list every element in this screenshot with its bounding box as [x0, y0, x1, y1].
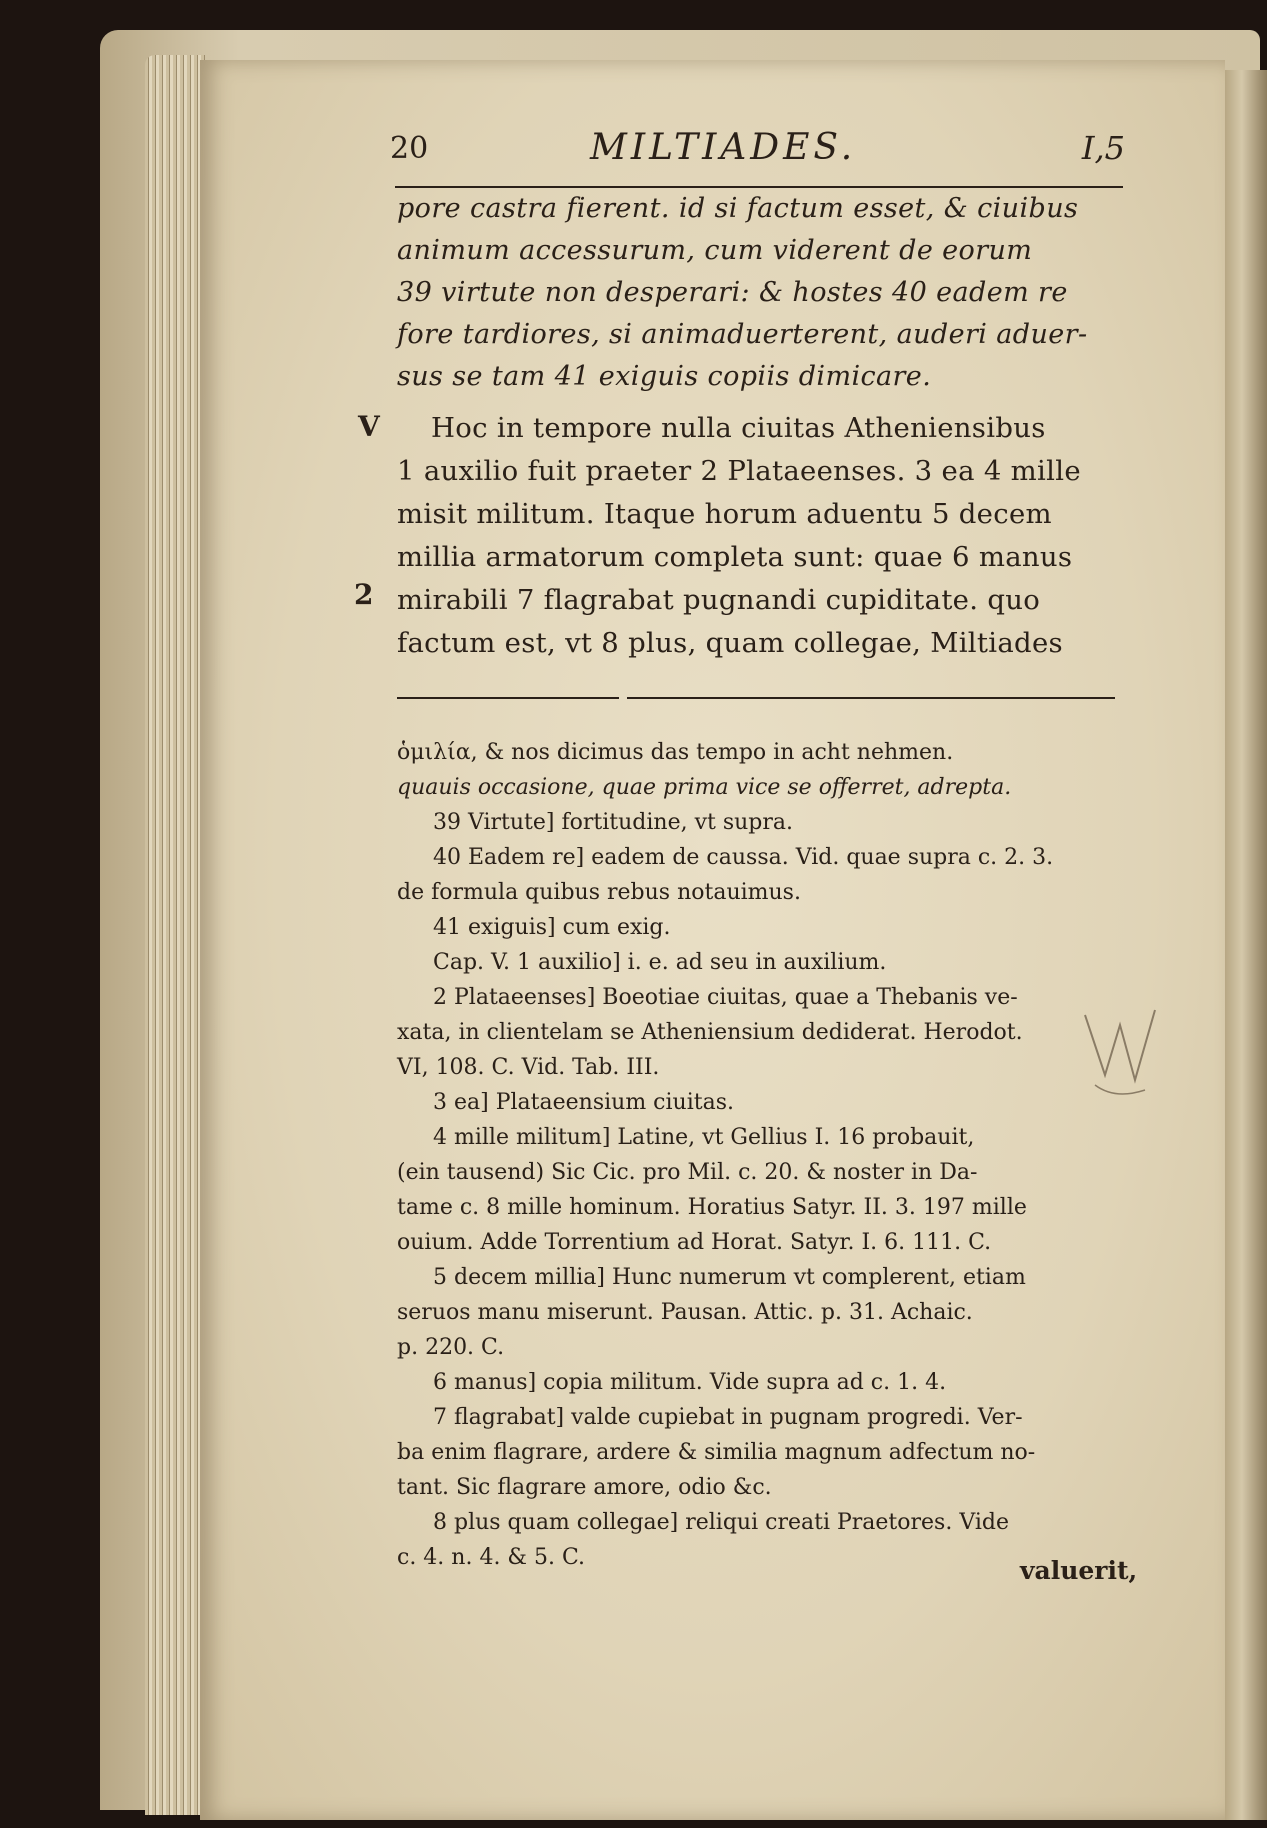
footnote-line: 7 flagrabat] valde cupiebat in pugnam progredi. Ver-	[433, 1405, 1023, 1430]
main-text-line: 39 virtute non desperari: & hostes 40 eadem re	[397, 277, 1068, 308]
main-text-line: Hoc in tempore nulla ciuitas Atheniensibus	[431, 412, 1046, 444]
main-text-line: factum est, vt 8 plus, quam collegae, Miltiades	[397, 627, 1063, 659]
main-text-line: mirabili 7 flagrabat pugnandi cupiditate. quo	[397, 584, 1041, 616]
footnote-line: 2 Plataeenses] Boeotiae ciuitas, quae a Thebanis ve-	[433, 985, 1018, 1010]
running-title: MILTIADES.	[590, 127, 857, 168]
footnote-line: tant. Sic flagrare amore, odio &c.	[397, 1475, 772, 1500]
footnote-line: ὁμιλία, & nos dicimus das tempo in acht nehmen.	[397, 740, 954, 765]
footnote-line: VI, 108. C. Vid. Tab. III.	[397, 1055, 660, 1080]
facing-page-edge	[1225, 70, 1267, 1820]
main-text-line: pore castra fierent. id si factum esset, & ciuibus	[397, 193, 1079, 224]
catchword: valuerit,	[1020, 1556, 1138, 1585]
footnote-line: 5 decem millia] Hunc numerum vt complerent, etiam	[433, 1265, 1026, 1290]
main-text-line: 1 auxilio fuit praeter 2 Plataeenses. 3 ea 4 mille	[397, 455, 1081, 487]
footnote-line: seruos manu miserunt. Pausan. Attic. p. 31. Achaic.	[397, 1300, 973, 1325]
main-text-line: millia armatorum completa sunt: quae 6 manus	[397, 541, 1073, 573]
main-text-line: fore tardiores, si animaduerterent, auderi aduer-	[397, 319, 1088, 350]
footnote-line: 39 Virtute] fortitudine, vt supra.	[433, 810, 794, 835]
footnote-line: tame c. 8 mille hominum. Horatius Satyr. II. 3. 197 mille	[397, 1195, 1027, 1220]
footnote-line: 6 manus] copia militum. Vide supra ad c. 1. 4.	[433, 1370, 947, 1395]
footnote-line: 3 ea] Plataeensium ciuitas.	[433, 1090, 734, 1115]
footnote-line: (ein tausend) Sic Cic. pro Mil. c. 20. & noster in Da-	[397, 1160, 978, 1185]
page-number: 20	[390, 131, 429, 166]
footnote-line: 4 mille militum] Latine, vt Gellius I. 16 probauit,	[433, 1125, 975, 1150]
footnote-line: 41 exiguis] cum exig.	[433, 915, 671, 940]
footnote-line: ba enim flagrare, ardere & similia magnum adfectum no-	[397, 1440, 1036, 1465]
page-header	[390, 115, 1125, 175]
page-edges	[145, 55, 205, 1815]
footnote-line: xata, in clientelam se Atheniensium dediderat. Herodot.	[397, 1020, 1023, 1045]
pencil-mark-icon	[1075, 995, 1165, 1105]
footnote-line: ouium. Adde Torrentium ad Horat. Satyr. I. 6. 111. C.	[397, 1230, 992, 1255]
footnote-line: c. 4. n. 4. & 5. C.	[397, 1545, 586, 1570]
footnote-rule-left	[397, 697, 619, 699]
main-text-line: animum accessurum, cum viderent de eorum	[397, 235, 1033, 266]
footnote-line: de formula quibus rebus notauimus.	[397, 880, 801, 905]
footnote-line: 8 plus quam collegae] reliqui creati Praetores. Vide	[433, 1510, 1009, 1535]
section-mark: V	[358, 410, 380, 443]
main-text-line: misit militum. Itaque horum aduentu 5 decem	[397, 498, 1052, 530]
footnote-line: quauis occasione, quae prima vice se offerret, adrepta.	[397, 775, 1012, 800]
main-text-line: sus se tam 41 exiguis copiis dimicare.	[397, 361, 932, 392]
footnote-rule-right	[627, 697, 1115, 699]
footnote-line: p. 220. C.	[397, 1335, 505, 1360]
footnote-line: 40 Eadem re] eadem de caussa. Vid. quae supra c. 2. 3.	[433, 845, 1054, 870]
footnote-line: Cap. V. 1 auxilio] i. e. ad seu in auxilium.	[433, 950, 887, 975]
signature-mark: I,5	[1081, 129, 1125, 167]
subsection-mark: 2	[354, 578, 374, 611]
